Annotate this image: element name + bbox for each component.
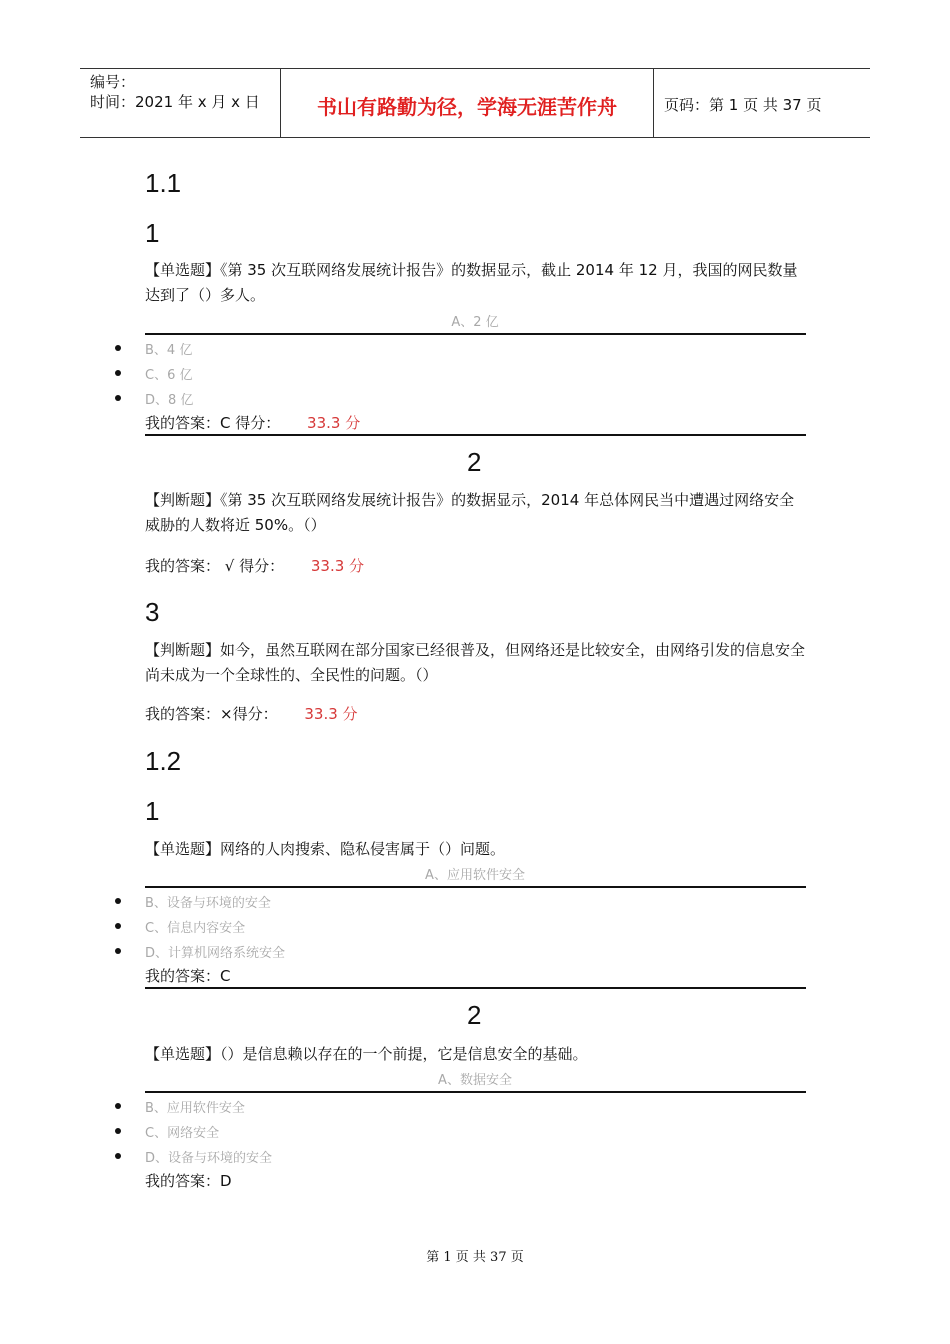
option-a: A、数据安全 bbox=[438, 1073, 512, 1088]
section-title: 1.2 bbox=[145, 746, 182, 776]
option-c: C、网络安全 bbox=[145, 1126, 220, 1141]
bullet-icon bbox=[115, 345, 121, 351]
header-page-cell bbox=[654, 69, 870, 137]
my-answer bbox=[145, 412, 360, 433]
answer-label: 我的答案：×得分： bbox=[145, 705, 278, 723]
option-a: A、应用软件安全 bbox=[425, 868, 525, 883]
my-answer bbox=[145, 703, 358, 724]
divider bbox=[145, 1091, 806, 1093]
divider bbox=[145, 886, 806, 888]
page-header bbox=[80, 68, 870, 138]
question-number: 2 bbox=[467, 1000, 482, 1030]
answer-score: 33.3 分 bbox=[310, 557, 365, 575]
bullet-icon bbox=[115, 370, 121, 376]
answer-label: 我的答案：C 得分： bbox=[145, 414, 281, 432]
question-number: 2 bbox=[467, 447, 482, 477]
header-motto: 书山有路勤为径，学海无涯苦作舟 bbox=[317, 95, 617, 119]
bullet-icon bbox=[115, 395, 121, 401]
option-d: D、设备与环境的安全 bbox=[145, 1151, 273, 1166]
option-b: B、4 亿 bbox=[145, 343, 193, 358]
bullet-icon bbox=[115, 1153, 121, 1159]
option-d: D、8 亿 bbox=[145, 393, 194, 408]
option-c: C、6 亿 bbox=[145, 368, 193, 383]
divider bbox=[145, 333, 806, 335]
section-title: 1.1 bbox=[145, 168, 182, 198]
question-number: 3 bbox=[145, 597, 160, 627]
question-text: 【判断题】如今，虽然互联网在部分国家已经很普及，但网络还是比较安全，由网络引发的信息安全尚未成为一个全球性的、全民性的问题。（） bbox=[145, 641, 806, 684]
my-answer: 我的答案：D bbox=[145, 1172, 232, 1190]
option-b: B、设备与环境的安全 bbox=[145, 896, 271, 911]
option-b: B、应用软件安全 bbox=[145, 1101, 245, 1116]
bullet-icon bbox=[115, 1128, 121, 1134]
header-meta-cell bbox=[80, 69, 281, 137]
question-text: 【判断题】《第 35 次互联网络发展统计报告》的数据显示，2014 年总体网民当中遭遇过网络安全威胁的人数将近 50%。（） bbox=[145, 491, 795, 534]
question-number: 1 bbox=[145, 218, 160, 248]
option-d: D、计算机网络系统安全 bbox=[145, 946, 286, 961]
bullet-icon bbox=[115, 923, 121, 929]
bullet-icon bbox=[115, 1103, 121, 1109]
option-c: C、信息内容安全 bbox=[145, 921, 246, 936]
divider bbox=[145, 987, 806, 989]
header-page-number: 页码：第 1 页 共 37 页 bbox=[664, 96, 822, 114]
bullet-icon bbox=[115, 898, 121, 904]
option-a: A、2 亿 bbox=[451, 315, 499, 330]
answer-label: 我的答案： √ 得分： bbox=[145, 557, 285, 575]
question-text: 【单选题】网络的人肉搜索、隐私侵害属于（）问题。 bbox=[145, 840, 506, 858]
bullet-icon bbox=[115, 948, 121, 954]
document-number-label: 编号： bbox=[90, 73, 136, 91]
answer-score: 33.3 分 bbox=[304, 705, 358, 723]
my-answer: 我的答案：C bbox=[145, 967, 231, 985]
answer-score: 33.3 分 bbox=[307, 414, 361, 432]
document-date-label: 时间：2021 年 x 月 x 日 bbox=[90, 93, 260, 111]
question-text: 【单选题】《第 35 次互联网络发展统计报告》的数据显示，截止 2014 年 12 月，我国的网民数量达到了（）多人。 bbox=[145, 261, 798, 304]
question-number: 1 bbox=[145, 796, 160, 826]
header-motto-cell bbox=[281, 69, 654, 137]
page-footer: 第 1 页 共 37 页 bbox=[426, 1250, 524, 1265]
divider bbox=[145, 434, 806, 436]
my-answer bbox=[145, 555, 364, 576]
question-text: 【单选题】（）是信息赖以存在的一个前提，它是信息安全的基础。 bbox=[145, 1045, 588, 1063]
